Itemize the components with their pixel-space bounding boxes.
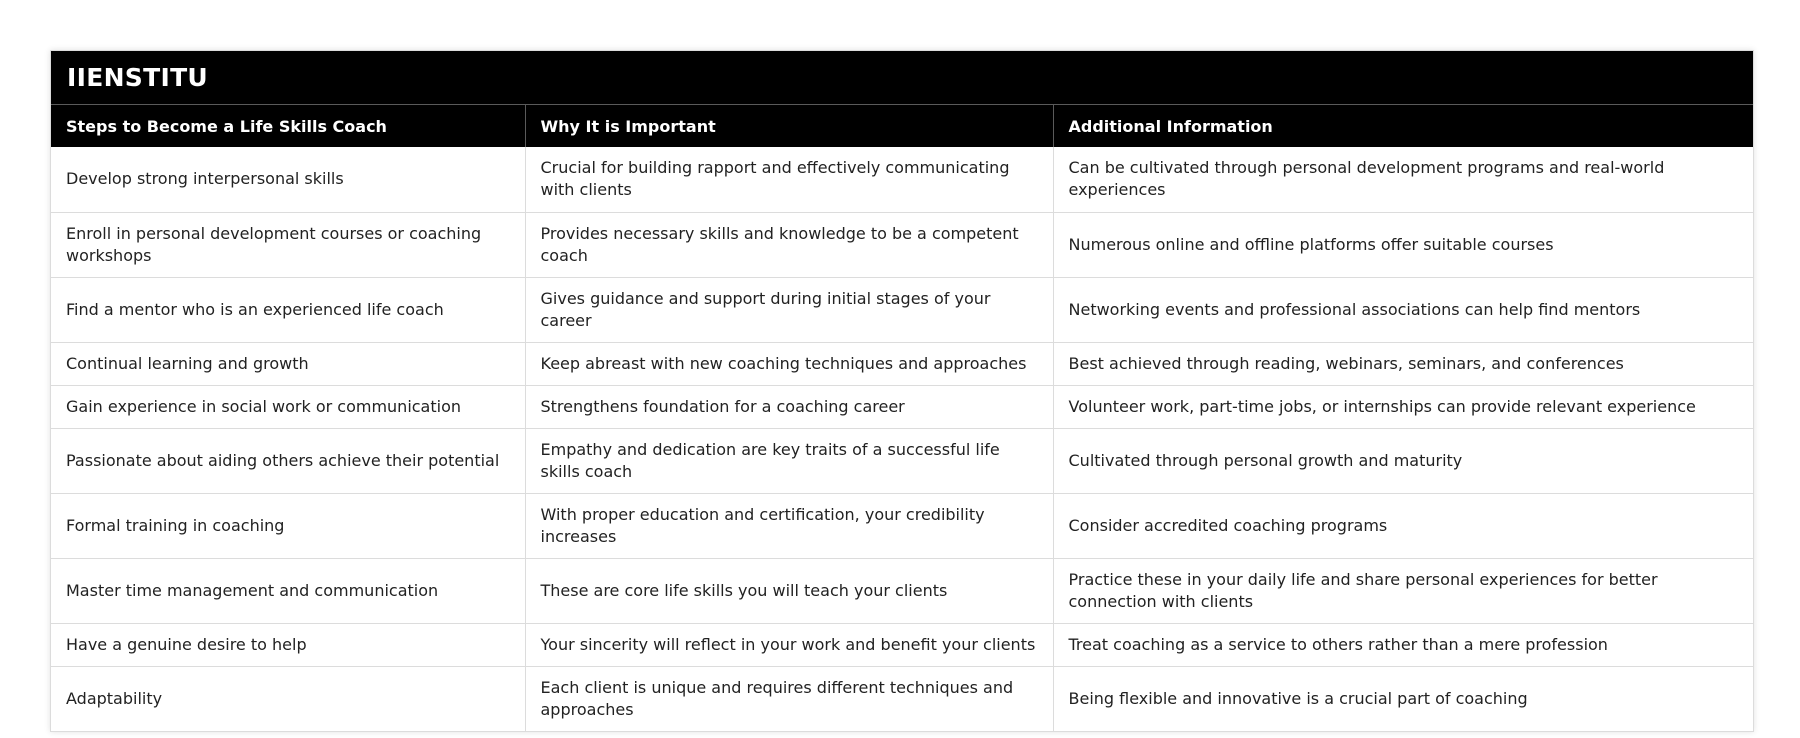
table-row bbox=[51, 277, 1753, 342]
column-header-importance: Why It is Important bbox=[525, 105, 1053, 147]
table-cell: Best achieved through reading, webinars, seminars, and conferences bbox=[1053, 342, 1753, 385]
table-row bbox=[51, 428, 1753, 493]
table-header bbox=[51, 105, 1753, 147]
table-row bbox=[51, 623, 1753, 666]
table-cell: Continual learning and growth bbox=[51, 342, 525, 385]
table-cell: Passionate about aiding others achieve their potential bbox=[51, 428, 525, 493]
table-cell: Gives guidance and support during initial stages of your career bbox=[525, 277, 1053, 342]
brand-title: IIENSTITU bbox=[67, 63, 209, 92]
table-row bbox=[51, 666, 1753, 731]
table-cell: Find a mentor who is an experienced life coach bbox=[51, 277, 525, 342]
brand-header bbox=[51, 51, 1753, 105]
table-cell: Cultivated through personal growth and maturity bbox=[1053, 428, 1753, 493]
table-row bbox=[51, 342, 1753, 385]
table-cell: With proper education and certification, your credibility increases bbox=[525, 493, 1053, 558]
table-row bbox=[51, 385, 1753, 428]
table-row bbox=[51, 212, 1753, 277]
table-cell: Crucial for building rapport and effectively communicating with clients bbox=[525, 147, 1053, 212]
table-cell: Enroll in personal development courses or coaching workshops bbox=[51, 212, 525, 277]
table-body bbox=[51, 147, 1753, 731]
table-cell: Practice these in your daily life and share personal experiences for better connection with clients bbox=[1053, 558, 1753, 623]
table-cell: Empathy and dedication are key traits of a successful life skills coach bbox=[525, 428, 1053, 493]
column-header-additional-info: Additional Information bbox=[1053, 105, 1753, 147]
table-row bbox=[51, 493, 1753, 558]
table-cell: Consider accredited coaching programs bbox=[1053, 493, 1753, 558]
table-cell: Your sincerity will reflect in your work and benefit your clients bbox=[525, 623, 1053, 666]
table-cell: Strengthens foundation for a coaching career bbox=[525, 385, 1053, 428]
table-cell: Volunteer work, part-time jobs, or internships can provide relevant experience bbox=[1053, 385, 1753, 428]
table-cell: Networking events and professional associations can help find mentors bbox=[1053, 277, 1753, 342]
table-cell: Being flexible and innovative is a crucial part of coaching bbox=[1053, 666, 1753, 731]
table-cell: Keep abreast with new coaching techniques and approaches bbox=[525, 342, 1053, 385]
steps-table-card bbox=[50, 50, 1754, 732]
table-cell: Can be cultivated through personal development programs and real-world experiences bbox=[1068, 158, 1665, 200]
table-cell: Treat coaching as a service to others rather than a mere profession bbox=[1053, 623, 1753, 666]
table-cell: Formal training in coaching bbox=[51, 493, 525, 558]
header-row bbox=[51, 105, 1753, 147]
table-cell: These are core life skills you will teach your clients bbox=[525, 558, 1053, 623]
table-cell: Provides necessary skills and knowledge to be a competent coach bbox=[525, 212, 1053, 277]
steps-table bbox=[51, 105, 1753, 731]
table-cell: Adaptability bbox=[51, 666, 525, 731]
table-cell: Numerous online and offline platforms offer suitable courses bbox=[1053, 212, 1753, 277]
table-cell: Gain experience in social work or communication bbox=[51, 385, 525, 428]
table-cell: Each client is unique and requires different techniques and approaches bbox=[525, 666, 1053, 731]
column-header-steps: Steps to Become a Life Skills Coach bbox=[51, 105, 525, 147]
table-cell: Have a genuine desire to help bbox=[51, 623, 525, 666]
table-cell: Master time management and communication bbox=[51, 558, 525, 623]
table-cell: Develop strong interpersonal skills bbox=[51, 147, 525, 212]
table-row bbox=[51, 558, 1753, 623]
table-row bbox=[51, 147, 1753, 212]
